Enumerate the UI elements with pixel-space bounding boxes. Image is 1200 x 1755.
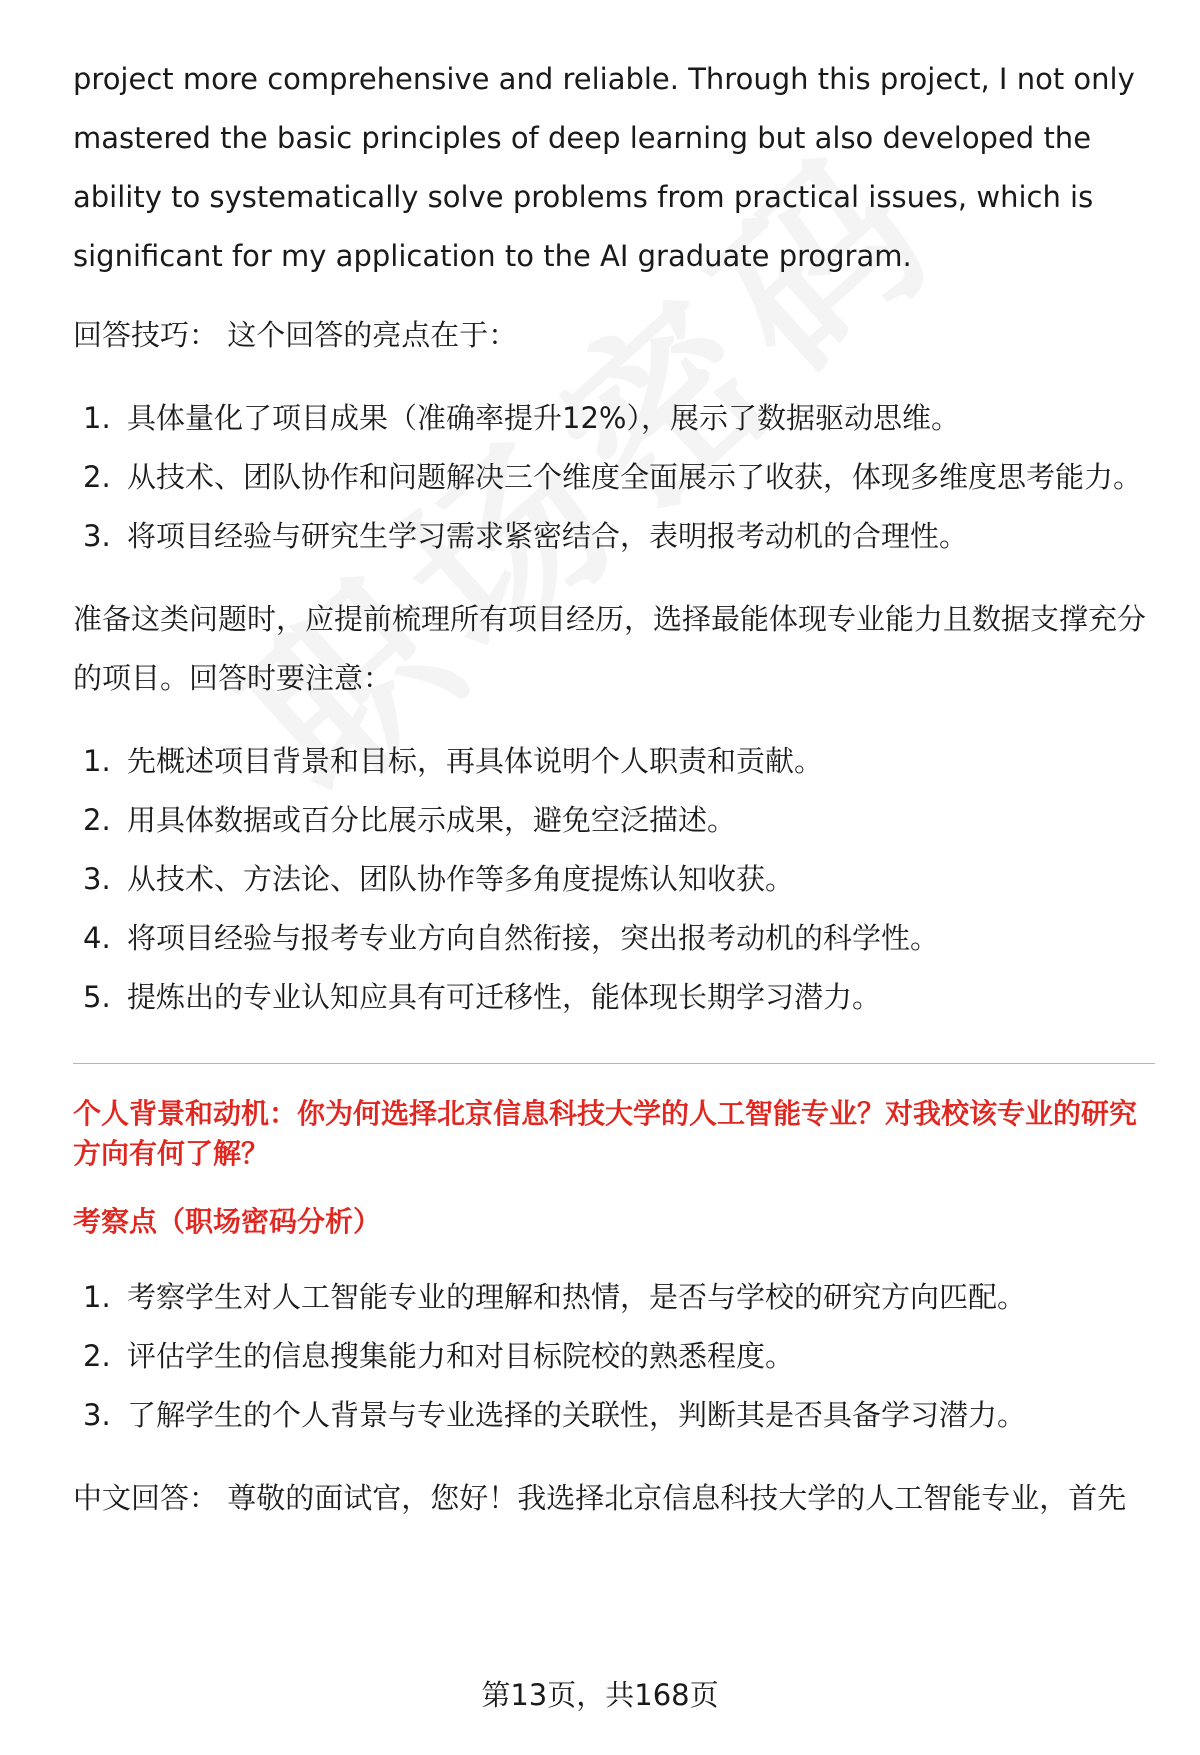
page-footer: 第13页，共168页 [481, 1678, 719, 1712]
tips-intro: 回答技巧： 这个回答的亮点在于： [73, 318, 518, 352]
list-text: 用具体数据或百分比展示成果，避免空泛描述。 [127, 803, 737, 837]
list-number: 3. [83, 519, 111, 553]
list-item [73, 909, 1155, 968]
list-number: 1. [83, 1280, 111, 1314]
list-number: 1. [83, 744, 111, 778]
list-text: 提炼出的专业认知应具有可迁移性，能体现长期学习潜力。 [127, 980, 882, 1014]
list-item [73, 1386, 1155, 1445]
page-content [73, 50, 1155, 1552]
assessment-heading: 考察点（职场密码分析） [73, 1205, 382, 1238]
list-text: 先概述项目背景和目标，再具体说明个人职责和贡献。 [127, 744, 824, 778]
list-number: 3. [83, 862, 111, 896]
list-number: 2. [83, 460, 111, 494]
list-item [73, 850, 1155, 909]
list-item [73, 791, 1155, 850]
list-item [73, 507, 1155, 566]
list-item [73, 1327, 1155, 1386]
list-text: 从技术、方法论、团队协作等多角度提炼认知收获。 [127, 862, 795, 896]
section-divider [73, 1063, 1155, 1064]
list-text: 考察学生对人工智能专业的理解和热情，是否与学校的研究方向匹配。 [127, 1280, 1027, 1314]
list-text: 具体量化了项目成果（准确率提升12%），展示了数据驱动思维。 [127, 401, 960, 435]
prep-list [73, 732, 1155, 1027]
list-item [73, 448, 1155, 507]
list-item [73, 389, 1155, 448]
assessment-list [73, 1268, 1155, 1445]
list-number: 2. [83, 803, 111, 837]
list-text: 了解学生的个人背景与专业选择的关联性，判断其是否具备学习潜力。 [127, 1398, 1027, 1432]
list-text: 从技术、团队协作和问题解决三个维度全面展示了收获，体现多维度思考能力。 [127, 460, 1143, 494]
prep-paragraph: 准备这类问题时，应提前梳理所有项目经历，选择最能体现专业能力且数据支撑充分的项目。回答时要注意： [73, 602, 1147, 695]
list-number: 3. [83, 1398, 111, 1432]
list-text: 将项目经验与研究生学习需求紧密结合，表明报考动机的合理性。 [127, 519, 969, 553]
list-number: 4. [83, 921, 111, 955]
list-item [73, 968, 1155, 1027]
answer-start: 中文回答： 尊敬的面试官，您好！我选择北京信息科技大学的人工智能专业，首先 [73, 1481, 1127, 1515]
intro-paragraph: project more comprehensive and reliable. Through this project, I not only mastered the basic principles of deep learning but also developed the ability to systematically solve problems from practical issues, which is significant for my application to the AI graduate program. [73, 62, 1135, 273]
list-item [73, 732, 1155, 791]
tips-list [73, 389, 1155, 566]
list-text: 评估学生的信息搜集能力和对目标院校的熟悉程度。 [127, 1339, 795, 1373]
list-text: 将项目经验与报考专业方向自然衔接，突出报考动机的科学性。 [127, 921, 940, 955]
list-number: 2. [83, 1339, 111, 1373]
list-item [73, 1268, 1155, 1327]
list-number: 5. [83, 980, 111, 1014]
question-heading: 个人背景和动机：你为何选择北京信息科技大学的人工智能专业？对我校该专业的研究方向有何了解？ [73, 1097, 1138, 1170]
list-number: 1. [83, 401, 111, 435]
